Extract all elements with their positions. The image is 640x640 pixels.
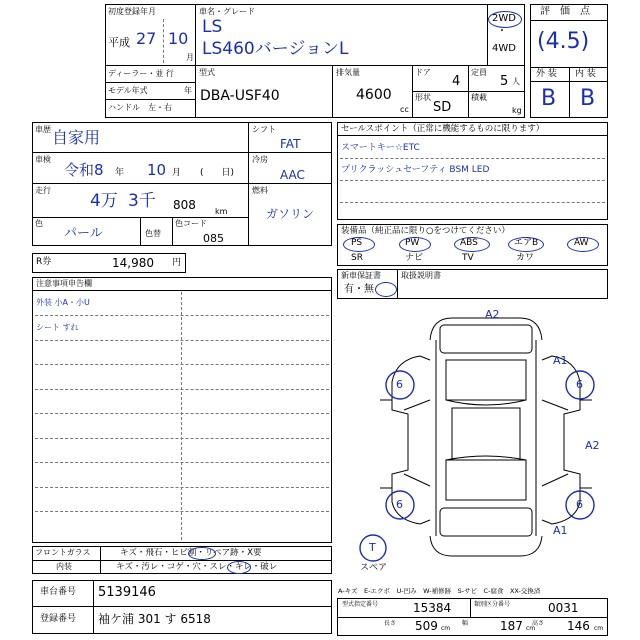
drive-4wd: 4WD bbox=[492, 43, 516, 54]
equip-navi: ナビ bbox=[405, 253, 424, 263]
door-label: ドア bbox=[415, 68, 431, 77]
year-unit: 年 bbox=[115, 168, 125, 178]
equip-abs: ABS bbox=[460, 238, 478, 248]
reg-month: 10 bbox=[168, 29, 189, 48]
height-label: 高さ bbox=[532, 620, 545, 627]
class-label: 類別区分番号 bbox=[474, 601, 511, 608]
month-unit: 月 bbox=[186, 53, 194, 62]
spare-t: T bbox=[369, 541, 376, 554]
displacement: 4600 bbox=[356, 87, 392, 103]
equip-aw: AW bbox=[574, 238, 589, 248]
car-grade: LS460バージョンL bbox=[202, 39, 349, 59]
evaluation-score: (4.5) bbox=[537, 29, 590, 54]
recycle: 14,980 bbox=[112, 256, 154, 270]
selling-point-1: スマートキー☆ETC bbox=[341, 143, 420, 153]
fuel-label: 燃料 bbox=[252, 186, 268, 195]
crack-circle bbox=[188, 547, 216, 560]
exterior-label: 外 装 bbox=[536, 69, 557, 79]
displacement-label: 排気量 bbox=[336, 68, 360, 77]
model-year-unit: 年 bbox=[184, 86, 192, 95]
evaluation-label: 評 価 点 bbox=[540, 6, 590, 17]
inspection-month: 10 bbox=[147, 161, 167, 179]
katashiki: DBA-USF40 bbox=[200, 88, 280, 104]
wheel-rr: 6 bbox=[576, 498, 583, 511]
color-change-label: 色替 bbox=[145, 229, 161, 238]
color-code: 085 bbox=[203, 232, 224, 245]
note-1: 外装 小A・小U bbox=[36, 298, 90, 307]
equip-sr: SR bbox=[351, 253, 363, 263]
car-name: LS bbox=[202, 17, 223, 37]
length-label: 長さ bbox=[384, 620, 397, 627]
wheel-lf: 6 bbox=[396, 378, 403, 391]
inspection-label: 車検 bbox=[35, 155, 51, 164]
equip-ps: PS bbox=[351, 238, 363, 248]
ac: AAC bbox=[280, 168, 305, 182]
width: 187 bbox=[500, 619, 523, 633]
manual-label: 取扱説明書 bbox=[401, 271, 441, 280]
equip-tv: TV bbox=[462, 253, 474, 263]
day-unit: ( 日) bbox=[200, 168, 235, 178]
fuel: ガソリン bbox=[266, 207, 315, 221]
reg: 袖ケ浦 301 す 6518 bbox=[98, 612, 211, 626]
length: 509 bbox=[415, 619, 438, 633]
warranty-none-circle bbox=[375, 282, 397, 297]
selling-points-label: セールスポイント（正常に機能するものに限ります） bbox=[341, 124, 545, 134]
wheel-lr: 6 bbox=[396, 498, 403, 511]
front-glass-label: フロントガラス bbox=[35, 548, 91, 557]
usage-label: 車歴 bbox=[35, 125, 51, 134]
kg-unit: kg bbox=[512, 106, 522, 115]
warranty-value: 有・無 bbox=[344, 284, 374, 295]
equip-leather: カワ bbox=[516, 253, 535, 263]
month-unit-2: 月 bbox=[172, 168, 182, 178]
mileage-man: 4万 bbox=[90, 191, 118, 211]
usage: 自家用 bbox=[52, 128, 101, 147]
type-cert-label: 型式指定番号 bbox=[342, 601, 379, 608]
mileage-label: 走行 bbox=[35, 186, 51, 195]
mileage-sen: 3千 bbox=[128, 191, 156, 211]
mark-a2-front: A2 bbox=[485, 308, 500, 321]
equipment-label: 装備品（純正品に限り○をつけてください） bbox=[341, 226, 510, 236]
selling-point-2: プリクラッシュセーフティ BSM LED bbox=[341, 165, 490, 175]
reg-year: 27 bbox=[136, 29, 157, 48]
drive-dot: ・ bbox=[497, 26, 507, 37]
inspection-era: 令和8 bbox=[64, 161, 104, 179]
length-unit: cm bbox=[441, 625, 451, 632]
interior-grade: B bbox=[580, 86, 596, 111]
spare-label: スペア bbox=[360, 563, 388, 573]
interior-label-2: 内装 bbox=[56, 562, 72, 571]
dealer-label: ディーラー・並 行 bbox=[108, 69, 174, 78]
car-grade-label: 車名・グレード bbox=[199, 7, 255, 16]
equip-airbag: エアB bbox=[514, 238, 539, 248]
mark-a1-right-front: A1 bbox=[553, 354, 568, 367]
mark-a1-right-rear: A1 bbox=[553, 524, 568, 537]
front-glass-options: キズ・飛石・ヒビ割・リペア跡・X要 bbox=[120, 548, 262, 558]
handle-label: ハンドル 左・右 bbox=[108, 103, 172, 112]
capacity-label: 定員 bbox=[471, 68, 487, 77]
wheel-rf: 6 bbox=[576, 378, 583, 391]
warranty-label: 新車保証書 bbox=[341, 271, 381, 280]
shift-label: シフト bbox=[252, 125, 276, 134]
first-reg-label: 初度登録年月 bbox=[108, 7, 156, 16]
wear-circle bbox=[227, 561, 251, 574]
mark-a2-right: A2 bbox=[585, 439, 600, 452]
recycle-label: R券 bbox=[36, 257, 52, 267]
shift: FAT bbox=[280, 137, 301, 151]
mileage-rest: 808 bbox=[173, 198, 196, 212]
recycle-box bbox=[32, 253, 186, 273]
interior-label: 内 装 bbox=[575, 69, 596, 79]
notes-box bbox=[32, 277, 332, 543]
drive-2wd: 2WD bbox=[492, 13, 516, 24]
note-2: シート すれ bbox=[36, 323, 79, 332]
damage-legend: A-キズ E-エクボ U-凹み W-補修跡 S-サビ C-腐食 XX-交換済 bbox=[338, 587, 541, 595]
header-box bbox=[105, 4, 525, 118]
type-cert: 15384 bbox=[413, 601, 452, 615]
equip-pw: PW bbox=[405, 238, 420, 248]
shape: SD bbox=[433, 100, 452, 115]
era: 平成 bbox=[108, 36, 130, 49]
ac-label: 冷房 bbox=[252, 155, 268, 164]
color-code-label: 色コード bbox=[175, 219, 207, 228]
model-year-label: モデル年式 bbox=[108, 86, 148, 95]
interior-options: キズ・汚レ・コゲ・穴・スレ・キレ・破レ bbox=[116, 562, 278, 572]
capacity-unit: 人 bbox=[512, 77, 520, 86]
notes-label: 注意事項申告欄 bbox=[36, 279, 92, 288]
width-label: 幅 bbox=[462, 620, 469, 627]
width-unit: cm bbox=[526, 625, 536, 632]
shape-label: 形状 bbox=[415, 93, 431, 102]
reg-label: 登録番号 bbox=[40, 614, 77, 624]
chassis: 5139146 bbox=[98, 585, 156, 600]
load-label: 積載 bbox=[471, 93, 487, 102]
class: 0031 bbox=[548, 601, 579, 615]
color: パール bbox=[64, 226, 103, 241]
yen-unit: 円 bbox=[172, 258, 182, 268]
capacity: 5 bbox=[500, 74, 509, 89]
katashiki-label: 型式 bbox=[199, 68, 215, 77]
doors: 4 bbox=[452, 74, 461, 89]
height: 146 bbox=[567, 619, 590, 633]
height-unit: cm bbox=[594, 625, 604, 632]
cc-unit: cc bbox=[400, 105, 409, 114]
chassis-label: 車台番号 bbox=[40, 587, 77, 597]
km-unit: km bbox=[215, 207, 228, 216]
exterior-grade: B bbox=[541, 86, 557, 111]
color-label: 色 bbox=[35, 219, 43, 228]
